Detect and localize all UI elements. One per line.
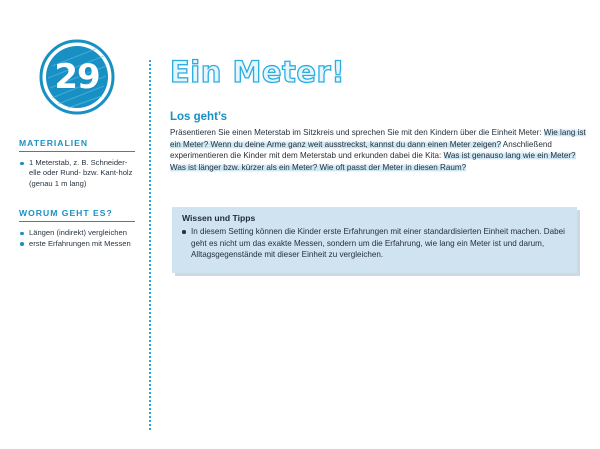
materials-rule (19, 151, 135, 152)
topic-list (19, 228, 137, 249)
badge-number: 29 (54, 57, 100, 97)
materials-section (19, 138, 137, 189)
tips-item: In diesem Setting können die Kinder erste Erfahrungen mit einer standardisierten Einheit machen. Dabei geht es nicht um das exakte Messen, sondern um die Erfahrung, wie lang ein Meter ist und darum, Alltagsgegenstände mit dieser Einheit zu vergleichen. (182, 226, 567, 261)
materials-heading: MATERIALIEN (19, 138, 89, 148)
topic-heading: WORUM GEHT ES? (19, 208, 113, 219)
sidebar (19, 138, 137, 249)
activity-number-badge (38, 38, 116, 116)
topic-item: Längen (indirekt) vergleichen (19, 228, 137, 238)
instruction-paragraph (170, 127, 590, 173)
topic-section (19, 208, 137, 249)
paragraph-text: Präsentieren Sie einen Meterstab im Sitzkreis und sprechen Sie mit den Kindern über die Einheit Meter: (170, 128, 544, 137)
page-title: Ein Meter! (170, 55, 346, 89)
highlighted-question: Wie lang ist ein Meter? Wenn du deine Arme ganz weit ausstreckst, kannst du dann einen Meter zeigen? (170, 128, 586, 149)
highlighted-question: Was ist genauso lang wie ein Meter? Was ist länger bzw. kürzer als ein Meter? Wie oft passt der Meter in diesen Raum? (170, 151, 576, 172)
paragraph-text: Anschließend experimentieren die Kinder mit dem Meterstab und erkunden dabei die Kita: (170, 139, 552, 161)
topic-rule (19, 221, 135, 222)
tips-box (172, 207, 577, 273)
section-heading: Los geht’s (170, 111, 228, 123)
tips-title: Wissen und Tipps (182, 213, 256, 223)
dotted-divider (149, 60, 151, 430)
materials-item: 1 Meterstab, z. B. Schneider-elle oder Rund- bzw. Kant-holz (genau 1 m lang) (19, 158, 137, 189)
tips-list (182, 226, 567, 261)
materials-list (19, 158, 137, 189)
topic-item: erste Erfahrungen mit Messen (19, 239, 137, 249)
